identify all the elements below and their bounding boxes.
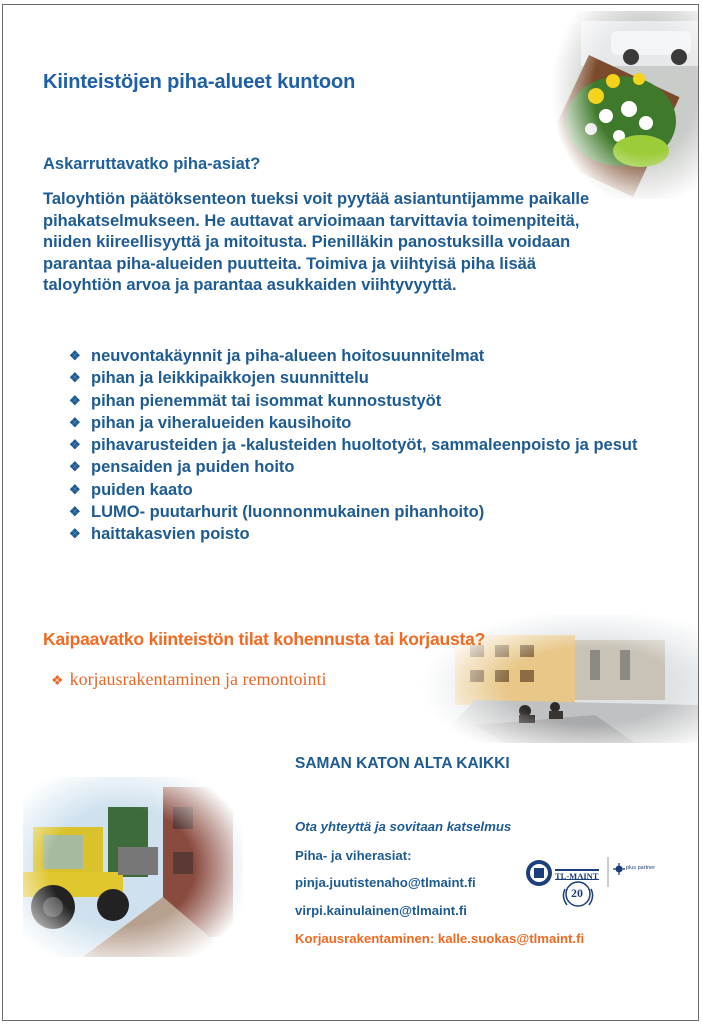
page-title: Kiinteistöjen piha-alueet kuntoon (43, 71, 356, 93)
contact-label: Piha- ja viherasiat: (295, 848, 412, 863)
list-item (69, 367, 669, 389)
question-heading: Askarruttavatko piha-asiat? (43, 155, 261, 173)
intro-paragraph (43, 189, 653, 297)
list-item-text: pensaiden ja puiden hoito (91, 458, 295, 477)
paragraph-line: parantaa piha-alueiden puutteita. Toimiva ja viihtyisä piha lisää (43, 254, 536, 273)
repair-item (51, 669, 326, 690)
diamond-bullet-icon: ❖ (69, 481, 81, 497)
diamond-bullet-icon: ❖ (69, 437, 81, 453)
list-item (69, 390, 669, 412)
diamond-bullet-icon: ❖ (51, 674, 64, 689)
repair-contact[interactable]: Korjausrakentaminen: kalle.suokas@tlmaint.fi (295, 931, 585, 946)
diamond-bullet-icon: ❖ (69, 414, 81, 430)
list-item-text: LUMO- puutarhurit (luonnonmukainen pihanhoito) (91, 503, 485, 522)
list-item-text: haittakasvien poisto (91, 525, 250, 544)
list-item-text: pihan ja viheralueiden kausihoito (91, 413, 352, 432)
list-item-text: neuvontakäynnit ja piha-alueen hoitosuunnitelmat (91, 347, 485, 365)
paragraph-line: niiden kiireellisyyttä ja mitoitusta. Pienilläkin panostuksilla voidaan (43, 233, 571, 251)
list-item (69, 345, 669, 367)
repair-item-text: korjausrakentaminen ja remontointi (69, 669, 327, 689)
company-logo (523, 851, 673, 913)
flowers-photo (551, 11, 699, 199)
paragraph-line: taloyhtiön arvoa ja parantaa asukkaiden viihtyvyyttä. (43, 276, 457, 294)
logo-partner: plus partner (626, 865, 656, 871)
diamond-bullet-icon: ❖ (69, 526, 81, 542)
list-item (69, 456, 669, 478)
paragraph-line: pihakatselmukseen. He auttavat arvioimaan tarvittavia toimenpiteitä, (43, 211, 580, 230)
list-item (69, 412, 669, 434)
list-item (69, 434, 669, 456)
list-item-text: pihan pienemmät tai isommat kunnostustyöt (91, 391, 442, 410)
diamond-bullet-icon: ❖ (69, 392, 81, 408)
services-list (69, 345, 669, 546)
list-item-text: puiden kaato (91, 480, 193, 499)
paragraph-line: Taloyhtiön päätöksenteon tueksi voit pyytää asiantuntijamme paikalle (43, 190, 590, 208)
diamond-bullet-icon: ❖ (69, 348, 81, 363)
diamond-bullet-icon: ❖ (69, 504, 81, 520)
email-link[interactable]: pinja.juutistenaho@tlmaint.fi (295, 875, 476, 890)
logo-name: TL-MAINT (555, 871, 599, 881)
loader-photo (23, 777, 243, 957)
list-item-text: pihavarusteiden ja -kalusteiden huoltotyöt, sammaleenpoisto ja pesut (91, 436, 638, 455)
contact-invite: Ota yhteyttä ja sovitaan katselmus (295, 819, 512, 834)
diamond-bullet-icon: ❖ (69, 370, 81, 386)
email-link[interactable]: virpi.kainulainen@tlmaint.fi (295, 903, 467, 918)
tl-maint-logo-icon (523, 851, 673, 913)
logo-anniversary: 20 (571, 886, 583, 900)
list-item-text: pihan ja leikkipaikkojen suunnittelu (91, 369, 369, 388)
diamond-bullet-icon: ❖ (69, 459, 81, 475)
list-item (69, 479, 669, 501)
list-item (69, 523, 669, 545)
list-item (69, 501, 669, 523)
slogan: SAMAN KATON ALTA KAIKKI (295, 755, 510, 772)
page (2, 4, 699, 1021)
repair-question-heading: Kaipaavatko kiinteistön tilat kohennusta tai korjausta? (43, 629, 486, 649)
